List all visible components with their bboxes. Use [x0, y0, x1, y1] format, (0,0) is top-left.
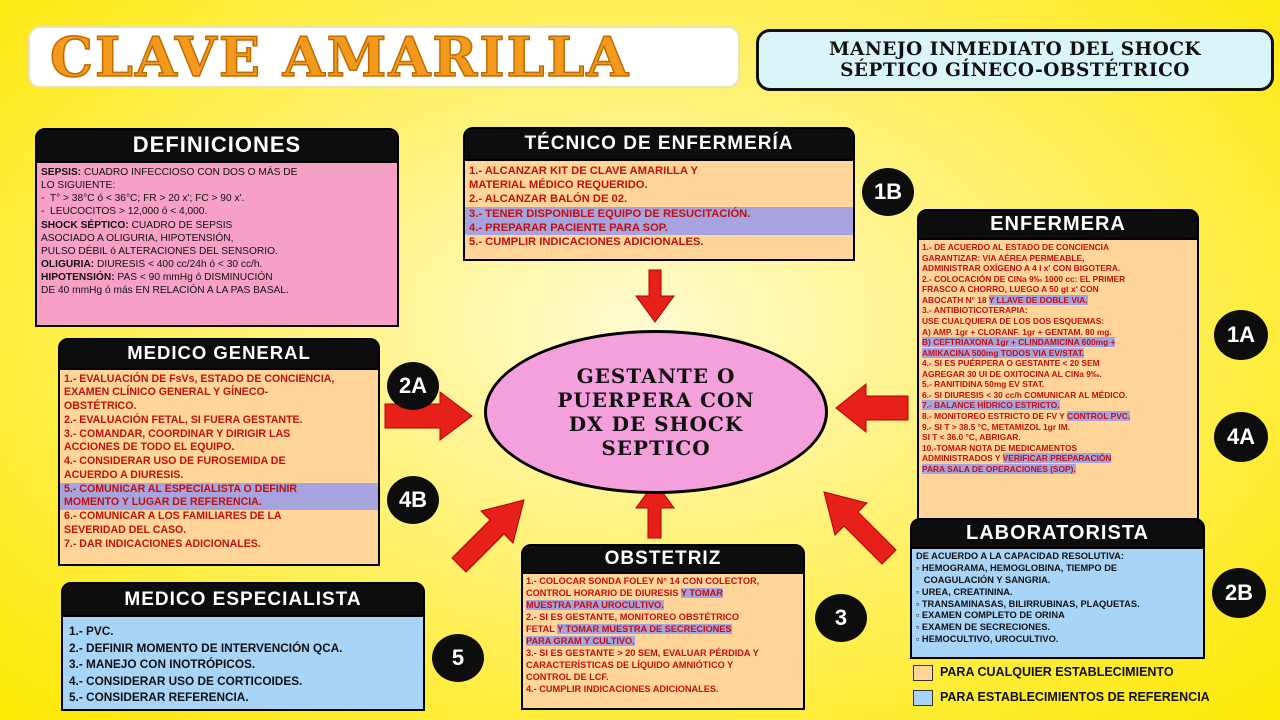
legend-label-blue: PARA ESTABLECIMIENTOS DE REFERENCIA [940, 690, 1210, 704]
enfermera-line: AGREGAR 30 UI DE OXITOCINA AL ClNa 9‰. [922, 368, 1102, 379]
obstetriz-line: CARACTERÍSTICAS DE LÍQUIDO AMNIÓTICO Y [526, 659, 734, 670]
definicion-line: OLIGURIA: DIURESIS < 400 cc/24h ó < 30 cc/h. [41, 259, 263, 271]
panel-laboratorista [910, 518, 1205, 659]
definicion-line: ASOCIADO A OLIGURIA, HIPOTENSIÓN, [41, 232, 234, 244]
page-title: CLAVE AMARILLA [50, 25, 631, 89]
badge-1a: 1A [1214, 310, 1268, 360]
tecnico-line: 1.- ALCANZAR KIT DE CLAVE AMARILLA Y [469, 165, 698, 177]
tecnico-line: 2.- ALCANZAR BALÓN DE 02. [469, 193, 628, 206]
arrow-from-enfermera [836, 384, 908, 432]
especialista-header: MEDICO ESPECIALISTA [61, 582, 425, 617]
obstetriz-line: MUESTRA PARA UROCULTIVO. [526, 599, 664, 610]
laboratorista-line: DE ACUERDO A LA CAPACIDAD RESOLUTIVA: [916, 551, 1124, 561]
enfermera-line: 9.- SI T > 38.5 °C, METAMIZOL 1gr IM. [922, 421, 1070, 432]
especialista-line: 1.- PVC. [69, 624, 114, 638]
medico-general-line: ACUERDO A DIURESIS. [64, 468, 184, 481]
medico-general-line: OBSTÉTRICO. [64, 400, 137, 413]
enfermera-line: 3.- ANTIBIOTICOTERAPIA: [922, 305, 1028, 316]
laboratorista-header: LABORATORISTA [910, 518, 1205, 549]
enfermera-line: GARANTIZAR: VIA AÉREA PERMEABLE, [922, 252, 1085, 263]
enfermera-line: FRASCO A CHORRO, LUEGO A 50 gt x' CON [922, 284, 1099, 295]
badge-2a: 2A [387, 362, 439, 410]
medico-general-body [58, 370, 380, 566]
laboratorista-line: ▫ TRANSAMINASAS, BILIRRUBINAS, PLAQUETAS. [916, 598, 1140, 609]
definicion-line: - LEUCOCITOS > 12,000 ó < 4,000. [41, 206, 208, 218]
badge-3: 3 [815, 594, 867, 642]
enfermera-line: 10.-TOMAR NOTA DE MEDICAMENTOS [922, 442, 1078, 453]
definicion-line: PULSO DÉBIL ó ALTERACIONES DEL SENSORIO. [41, 245, 278, 257]
badge-4b: 4B [387, 476, 439, 524]
definiciones-body [35, 163, 399, 327]
center-line-2: PUERPERA CON [557, 388, 755, 412]
laboratorista-body [910, 549, 1205, 659]
medico-general-line: 7.- DAR INDICACIONES ADICIONALES. [64, 537, 261, 550]
tecnico-header: TÉCNICO DE ENFERMERÍA [463, 127, 855, 161]
especialista-line: 2.- DEFINIR MOMENTO DE INTERVENCIÓN QCA. [69, 640, 343, 655]
especialista-line: 3.- MANEJO CON INOTRÓPICOS. [69, 657, 256, 672]
medico-general-line: 3.- COMANDAR, COORDINAR Y DIRIGIR LAS [64, 427, 291, 440]
laboratorista-line: ▫ EXAMEN DE SECRECIONES. [916, 622, 1050, 633]
obstetriz-body [521, 574, 805, 710]
legend-label-orange: PARA CUALQUIER ESTABLECIMIENTO [940, 665, 1174, 679]
enfermera-line: A) AMP. 1gr + CLORANF. 1gr + GENTAM. 80 mg. [922, 326, 1112, 337]
obstetriz-line: CONTROL DE LCF. [526, 671, 609, 682]
enfermera-line: 8.- MONITOREO ESTRICTO DE FV Y CONTROL PVC. [922, 411, 1131, 421]
badge-4a: 4A [1214, 412, 1268, 462]
obstetriz-line: 1.- COLOCAR SONDA FOLEY N° 14 CON COLECTOR, [526, 576, 760, 586]
enfermera-line: 6.- SI DIURESIS < 30 cc/h COMUNICAR AL MÉDICO. [922, 389, 1128, 400]
arrow-from-laboratorista [824, 492, 896, 564]
legend-swatch-blue [913, 690, 933, 706]
arrow-from-tecnico [636, 270, 674, 322]
laboratorista-line: ▫ HEMOGRAMA, HEMOGLOBINA, TIEMPO DE [916, 562, 1118, 573]
especialista-line: 5.- CONSIDERAR REFERENCIA. [69, 690, 249, 705]
tecnico-line: 3.- TENER DISPONIBLE EQUIPO DE RESUCITACIÓN. [465, 207, 853, 221]
medico-general-line: 2.- EVALUACIÓN FETAL, SI FUERA GESTANTE. [64, 413, 303, 426]
tecnico-line: 4.- PREPARAR PACIENTE PARA SOP. [465, 221, 853, 235]
enfermera-line: B) CEFTRIAXONA 1gr + CLINDAMICINA 600mg + [922, 337, 1116, 348]
definicion-line: SHOCK SÉPTICO: CUADRO DE SEPSIS [41, 219, 233, 231]
medico-general-line: ACCIONES DE TODO EL EQUIPO. [64, 441, 235, 454]
badge-1b: 1B [862, 168, 914, 216]
panel-medico-especialista [61, 582, 425, 711]
enfermera-line: 1.- DE ACUERDO AL ESTADO DE CONCIENCIA [922, 242, 1110, 252]
tecnico-body [463, 161, 855, 261]
center-line-4: SEPTICO [601, 436, 711, 460]
enfermera-line: 4.- SI ES PUÉRPERA O GESTANTE < 20 SEM [922, 358, 1100, 369]
enfermera-line: 7.- BALANCE HÍDRICO ESTRICTO. [922, 400, 1060, 411]
panel-medico-general [58, 338, 380, 566]
tecnico-line: MATERIAL MÉDICO REQUERIDO. [469, 179, 648, 192]
panel-enfermera [917, 209, 1199, 523]
subtitle-line-2: SÉPTICO GÍNECO-OBSTÉTRICO [840, 60, 1190, 81]
laboratorista-line: ▫ HEMOCULTIVO, UROCULTIVO. [916, 634, 1059, 645]
laboratorista-line: ▫ EXAMEN COMPLETO DE ORINA [916, 610, 1065, 621]
enfermera-body [917, 240, 1199, 523]
obstetriz-line: CONTROL HORARIO DE DIURESIS Y TOMAR [526, 587, 723, 598]
obstetriz-line: FETAL Y TOMAR MUESTRA DE SECRECIONES [526, 623, 732, 634]
definiciones-header: DEFINICIONES [35, 128, 399, 163]
enfermera-line: PARA SALA DE OPERACIONES (SOP). [922, 463, 1076, 474]
medico-general-line: EXAMEN CLÍNICO GENERAL Y GÍNECO- [64, 386, 269, 399]
definicion-line: SEPSIS: CUADRO INFECCIOSO CON DOS O MÁS DE [41, 167, 298, 178]
medico-general-line: 5.- COMUNICAR AL ESPECIALISTA O DEFINIR [60, 483, 378, 497]
enfermera-line: ADMINISTRAR OXÍGENO A 4 l x' CON BIGOTERA. [922, 263, 1121, 274]
badge-5: 5 [432, 634, 484, 682]
arrow-from-especialista [452, 500, 524, 572]
medico-general-line: 6.- COMUNICAR A LOS FAMILIARES DE LA [64, 510, 282, 523]
enfermera-line: USE CUALQUIERA DE LOS DOS ESQUEMAS: [922, 315, 1105, 326]
medico-general-line: SEVERIDAD DEL CASO. [64, 523, 187, 536]
obstetriz-header: OBSTETRIZ [521, 544, 805, 574]
medico-general-line: MOMENTO Y LUGAR DE REFERENCIA. [60, 496, 378, 510]
medico-general-line: 4.- CONSIDERAR USO DE FUROSEMIDA DE [64, 455, 286, 468]
obstetriz-line: PARA GRAM Y CULTIVO. [526, 635, 635, 646]
panel-obstetriz [521, 544, 805, 710]
center-node [484, 330, 828, 494]
subtitle-line-1: MANEJO INMEDIATO DEL SHOCK [828, 38, 1201, 60]
laboratorista-line: COAGULACIÓN Y SANGRIA. [916, 574, 1051, 585]
badge-2b: 2B [1212, 568, 1266, 618]
tecnico-line: 5.- CUMPLIR INDICACIONES ADICIONALES. [469, 236, 704, 249]
enfermera-line: ABOCATH N° 18 Y LLAVE DE DOBLE VIA. [922, 294, 1088, 305]
enfermera-line: ADMINISTRADOS Y VERIFICAR PREPARACIÓN [922, 453, 1112, 464]
medico-general-header: MEDICO GENERAL [58, 338, 380, 370]
definicion-line: DE 40 mmHg ó más EN RELACIÓN A LA PAS BASAL. [41, 285, 289, 297]
obstetriz-line: 3.- SI ES GESTANTE > 20 SEM, EVALUAR PÉRDIDA Y [526, 647, 759, 658]
especialista-line: 4.- CONSIDERAR USO DE CORTICOIDES. [69, 673, 303, 688]
legend-swatch-orange [913, 665, 933, 681]
panel-tecnico-enfermeria [463, 127, 855, 261]
enfermera-line: AMIKACINA 500mg TODOS VIA EV/STAT. [922, 347, 1085, 358]
center-line-1: GESTANTE O [576, 364, 736, 388]
center-line-3: DX DE SHOCK [568, 412, 744, 436]
panel-definiciones [35, 128, 399, 327]
laboratorista-line: ▫ UREA, CREATININA. [916, 586, 1013, 597]
enfermera-line: SI T < 36.0 °C, ABRIGAR. [922, 432, 1021, 443]
enfermera-header: ENFERMERA [917, 209, 1199, 240]
definicion-line: LO SIGUIENTE: [41, 180, 116, 192]
obstetriz-line: 2.- SI ES GESTANTE, MONITOREO OBSTÉTRICO [526, 611, 740, 622]
enfermera-line: 5.- RANITIDINA 50mg EV STAT. [922, 379, 1045, 390]
obstetriz-line: 4.- CUMPLIR INDICACIONES ADICIONALES. [526, 683, 719, 694]
enfermera-line: 2.- COLOCACIÓN DE ClNa 9‰ 1000 cc: EL PRIMER [922, 273, 1126, 284]
medico-general-line: 1.- EVALUACIÓN DE FsVs, ESTADO DE CONCIENCIA, [64, 372, 335, 385]
definicion-line: HIPOTENSIÓN: PAS < 90 mmHg ó DISMINUCIÓN [41, 272, 273, 284]
especialista-body [61, 617, 425, 711]
definicion-line: - T° > 38°C ó < 36°C; FR > 20 x'; FC > 90 x'. [41, 193, 245, 205]
